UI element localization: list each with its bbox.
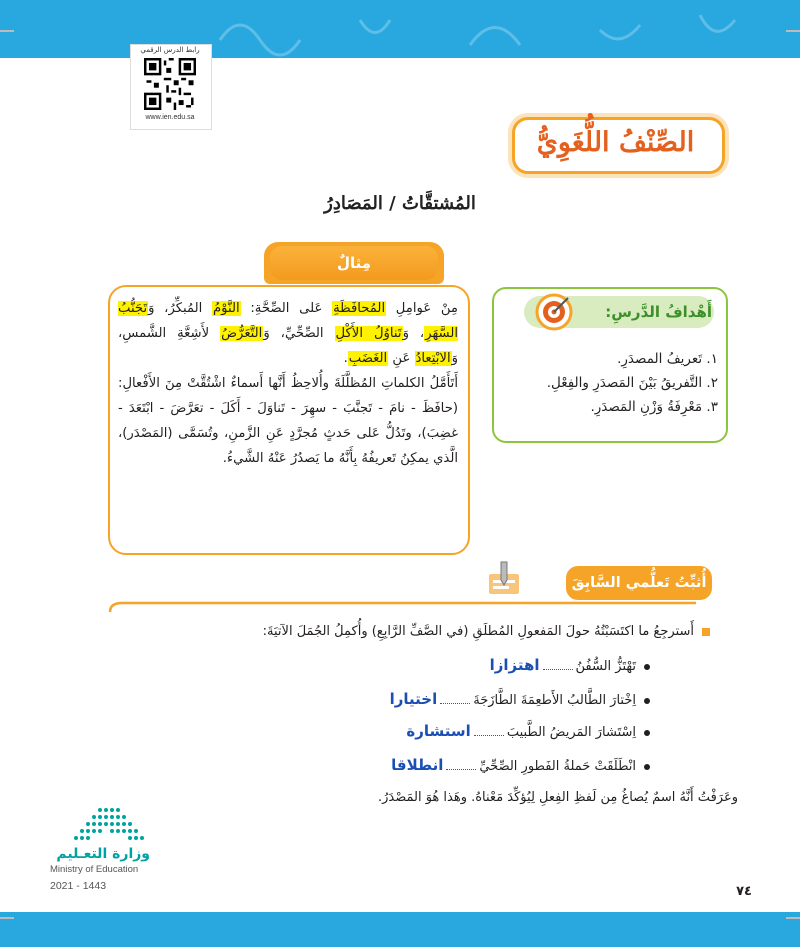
page-title: الصِّنْفُ اللُّغَوِيُّ [536, 127, 695, 158]
crop-mark [0, 30, 14, 32]
review-heading: أُثبِّتُ تَعلُّمي السَّابِقَ [571, 575, 707, 591]
top-band-pattern [0, 0, 800, 58]
highlighted-word: تَناوُلُ الأَكْلِ [335, 326, 402, 341]
qr-caption: رابط الدرس الرقمي [140, 46, 200, 54]
paragraph-text: مِنْ عَوامِلِ [386, 301, 458, 316]
highlighted-word: الابْتِعادُ [415, 351, 451, 366]
highlighted-word: التَّعَرُّضُ [221, 326, 263, 341]
exercise-sentence-3: اِسْتَشارَ المَريضُ الطَّبيبَاستشارة [406, 722, 650, 740]
bullet-square-icon [702, 628, 710, 636]
highlighted-word: تَجَنُّبُ السَّهَرِ [118, 301, 459, 341]
crop-mark [0, 917, 14, 919]
qr-code-icon[interactable] [144, 58, 196, 110]
blank-line [543, 669, 573, 670]
answer[interactable]: استشارة [406, 722, 471, 740]
answer[interactable]: اختيارا [389, 690, 438, 708]
ministry-name-english: Ministry of Education [50, 864, 139, 875]
highlighted-word: المُحافَظَةِ [333, 301, 386, 316]
ministry-name-arabic: وزارة التعـليم [56, 846, 150, 862]
answer[interactable]: انطلاقا [391, 756, 444, 774]
lesson-subtitle: المُشتقَّاتُ / المَصَادِرُ [324, 193, 476, 214]
crop-mark [786, 917, 800, 919]
page-number: ٧٤ [736, 884, 752, 899]
paragraph-text: الصِّحِّيِّ، وَ [263, 326, 335, 341]
pencil-paper-icon [485, 560, 523, 598]
blank-line [446, 769, 476, 770]
exercise-sentence-2: اِخْتارَ الطَّالبُ الأَطعِمَةَ الطَّازَجَةَاختيارا [390, 690, 650, 708]
ministry-logo-icon [52, 806, 162, 846]
target-icon [534, 292, 574, 332]
example-heading: مِثالٌ [336, 254, 372, 272]
crop-mark [786, 30, 800, 32]
review-divider [108, 601, 698, 613]
paragraph-text: عَنِ [388, 351, 415, 366]
goal-item: ٢. التَّفريقُ بَيْنَ المَصدَرِ والفِعْلِ. [546, 375, 718, 391]
bullet-dot-icon [644, 730, 650, 736]
conclusion-text: وعَرَفْتُ أَنَّهُ اسمٌ يُصاغُ مِن لَفظِ الفِعلِ لِيُؤكِّدَ مَعْناهُ. وهَذا هُوَ المَصْدَرُ. [377, 790, 738, 805]
example-paragraph-1 [118, 296, 458, 371]
answer[interactable]: اهتزازا [489, 656, 540, 674]
example-text [118, 296, 458, 471]
exercise-sentence-4: انْطَلَقَتْ حَملةُ الفَطورِ الصِّحِّيِّانطلاقا [391, 756, 650, 774]
exercise-sentence-1: تَهْتَزُّ السُّفُنُاهتزازا [490, 656, 650, 674]
goals-heading: أَهْدافُ الدَّرسِ: [605, 303, 712, 321]
blank-line [474, 735, 504, 736]
qr-url[interactable]: www.ien.edu.sa [145, 114, 195, 121]
goal-item: ١. تَعريفُ المصدَرِ. [617, 351, 718, 367]
bullet-dot-icon [644, 764, 650, 770]
paragraph-text: لأَشِعَّةِ الشَّمسِ، وَ [118, 326, 458, 366]
paragraph-text: . [343, 351, 348, 366]
bottom-band [0, 912, 800, 947]
example-paragraph-2: أَتَأَمَّلُ الكلماتِ المُظلَّلَةَ وأُلاحِظُ أَنَّها أَسماءٌ اشْتُقَّتْ مِنَ الأَفْعالِ: (حافَظَ - نامَ - تَجنَّبَ - سهِرَ - تَناوَلَ - أَكَلَ - تعَرَّضَ - ابْتَعَدَ - غضِبَ)، وتَدُلُّ عَلى حَدثٍ مُجرَّدٍ عَنِ الزَّمنِ، وتُسَمَّى (المَصْدَر)، الَّذي يمكِنُ تَعريفُهُ بِأَنَّهُ ما يَصدُرُ عَنْهُ الشَّيءُ. [118, 376, 458, 466]
paragraph-text: ، وَ [402, 326, 425, 341]
blank-line [440, 703, 470, 704]
edition-year: 2021 - 1443 [50, 880, 107, 892]
goals-list [500, 347, 718, 419]
bullet-dot-icon [644, 664, 650, 670]
review-instruction: أَسترجِعُ ما اكتَسَبْتُهُ حولَ المَفعولِ المُطلَقِ (في الصَّفِّ الرَّابِعِ) وأُكمِلُ الجُمَلَ الآتيَةَ: [120, 624, 710, 639]
highlighted-word: النَّوْمُ [212, 301, 240, 316]
highlighted-word: الغَضَبِ [348, 351, 388, 366]
paragraph-text: المُبكِّرُ، وَ [148, 301, 212, 316]
paragraph-text: عَلى الصِّحَّةِ: [240, 301, 333, 316]
bullet-dot-icon [644, 698, 650, 704]
goal-item: ٣. مَعْرِفَةُ وَزْنِ المَصدَرِ. [590, 399, 718, 415]
